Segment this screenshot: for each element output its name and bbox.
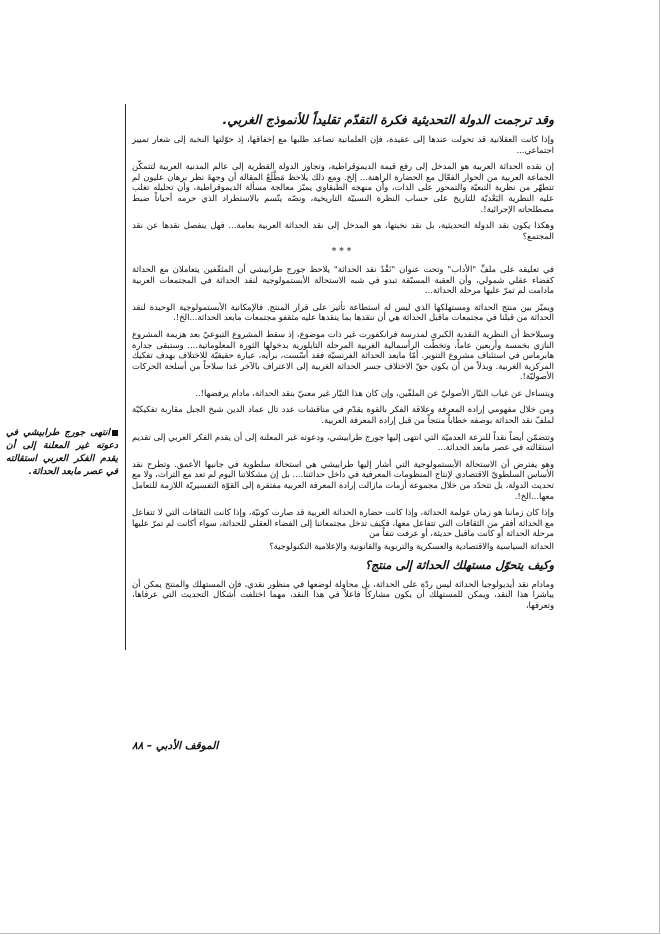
page-footer: الموقف الأدبي – ٨٨: [132, 740, 219, 752]
section-heading: وكيف يتحوّل مستهلك الحداثة إلى منتج؟: [364, 557, 554, 572]
paragraph: وتتضمّن أيضاً نقداً للنزعة العدميّة التي انتهى إليها جورج طرابيشي، ودعوته غير المعلنة إلى أن يقدم الفكر العربي إلى تقديم استقالته في عصر مابعد الحداثة...: [132, 431, 554, 453]
paragraph: ومادام نقد أيديولوجيا الحداثة ليس ردّة على الحداثة، بل محاولة لوضعها في منظور نقدي، فإن المستهلك والمنتج يمكن أن يباشرا هذا النقد، ويمكن للمستهلك أن يكون مشاركاً فاعلاً في هذا النقد، مهما اختلفت أشكال التحديث التي عرفاها، وتعرفها،: [132, 578, 554, 610]
article-column: [132, 112, 554, 616]
column-rule: [125, 104, 126, 650]
paragraph: ويميّز بين منتج الحداثة ومستهلكها الذي ليس له استطاعة تأثير على قرار المنتج. فالإمكانية الأبستمولوجية الوحيدة لنقد الحداثة من قبلنا في مجتمعات ماقبل الحداثة هي أن ننقدها بما ينقدها عليه مثقفو مجتمعات مابعد الحداثة...الخ!.: [132, 301, 554, 323]
paragraph: ومن خلال مفهومي إرادة المعرفة وعلاقة الفكر بالقوة يقدّم في مناقشات عدد تال عماد الدين شيخ الجبل مقاربة تفكيكيّة لملفّ نقد الحداثة بوصفه خطاباً منتجاً من قبل إرادة المعرفة العربية.: [132, 404, 554, 426]
paragraph: إن نقده الحداثة العربية هو المدخل إلى رفع قيمة الديموقراطية، وتجاوز الدولة القطرية إلى عالم المدنية العربية لتتمكّن الجماعة العربية من الحوار الفعّال مع الحضارة الراهنة... إلخ. ومع ذلك يلاحظ مَطْلَعُ المقالة أن وجهةَ نظر برهان عليون لم تتطهّر من نظرية التبعيّة والتمحور على الذات، وأن منهجه الطبقاوي يميّز معالجة مسألة الديموقراطية، وأن تحليله تغلب عليه النظرية البَعْديّة للتاريخ على حساب النظرة النسبيّة التاريخية، ونصّه يتّسم بالاستطراد الذي حرمه أحياناً ضبط مصطلحاته الإجرائية!.: [132, 161, 554, 214]
paragraph: وهكذا يكون نقد الدولة التحديثية، بل نقد نخبتها، هو المدخل إلى نقد الحداثة العربية بعامة... فهل ينفصل نقدها عن نقد المجتمع؟: [132, 220, 554, 241]
paragraph: وإذا كانت العقلانية قد تحولت عندها إلى عقيدة، فإن العلمانية تصاعد طلبها مع إخفاقها، إذ حوّلتها النخبة إلى شعار تمييز اجتماعي...: [132, 134, 554, 155]
section-separator: ***: [331, 247, 355, 258]
section-heading: وقد ترجمت الدولة التحديثية فكرة التقدّم تقليداً للأنموذج الغربي.: [222, 112, 554, 127]
square-bullet-icon: [112, 430, 118, 436]
pull-quote: [6, 426, 118, 478]
paragraph: وسيلاحظ أن النظرية النقدية الكبرى لمدرسة فرانكفورت غير ذات موضوع، إذ سقط المشروع التبوعيّ بعد هزيمة المشروع النازي بخمسة وأربعين عاماً، وتخطّت الرأسمالية الغربية المرحلة التايلورية بدخولها الثورة المعلوماتية.... وستبقى جدارة هابرماس في استئناف مشروع التنوير. أمّا مابعد الحداثة الفرنسيّة فقد أسّست، برأيه، عبارة حقيقيّة للاختلاف بهدف تفكيك المركزية الغربية. وبدلاً من أن يكون حقّ الاختلاف جسر الحداثة الغربية إلى الاعتراف بالآخر غدا سلاحاً من أسلحة الحركات الأصوليّة!.: [132, 328, 554, 382]
paragraph: وهو يفترض أن الاستحالة الأبستمولوجية التي أشار إليها طرابيشي هي استحالة سلطوية في جانبها الأعمق. وتطرح نقد الأساس السلطويّ الاقتصادي لإنتاج المنظومات المعرفية في داخل حداثتنا.... بل إن مشكلاتنا اليوم لم تعد مع التراث، ولا مع تحديث الدولة، بل تتحدّد من خلال مجموعة أزمات مازالت إرادة المعرفة العربية مفتقرة إلى القوّة التفسيريّة اللازمة للتعامل معها...الخ!.: [132, 458, 554, 501]
pull-quote-text: انتهى جورج طرابيشي في دعوته غير المعلنة إلى أن يقدم الفكر العربي استقالته في عصر مابعد الحداثة.: [6, 427, 118, 477]
paragraph: الحداثة السياسية والاقتصادية والعسكرية والتربوية والقانونية والإعلامية التكنولوجية؟: [269, 541, 554, 551]
paragraph: ويتساءل عن غياب التيّار الأصوليّ عن الملفّين، وإن كان هذا التيّار غير معنيّ بنقد الحداثة، مادام يرفضها!..: [195, 387, 554, 398]
paragraph: وإذا كان زماننا هو زمان عولمة الحداثة، وإذا كانت حضارة الحداثة الغربية قد صارت كونيّة، وإذا كانت الثقافات التي لا تتفاعل مع الحداثة أفقر من الثقافات التي تتفاعل معها، فكيف تدخل مجتمعاتنا إلى الفضاء العقلي للحداثة، سواء أكانت لم تمرّ عليها مرحلة الحداثة أو كانت ماقبل حديثة، أو عرفت نتفاً من: [132, 507, 554, 539]
paragraph: في تعليقه على ملفِّ "الأداب" وتحت عنوان "نَقْدُ نقد الحداثة" يلاحظ جورج طرابيشي أن المثقّفين يتعاملان مع الحداثة كفضاء عقلي شمولي، وأن العقبة المسبّقة تبدو في شبه الاستحالة الأبستمولوجية لنقد الحداثة في المجتمعات العربية مادامت لم تمرّ عليها مرحلة الحداثة...: [132, 263, 554, 296]
